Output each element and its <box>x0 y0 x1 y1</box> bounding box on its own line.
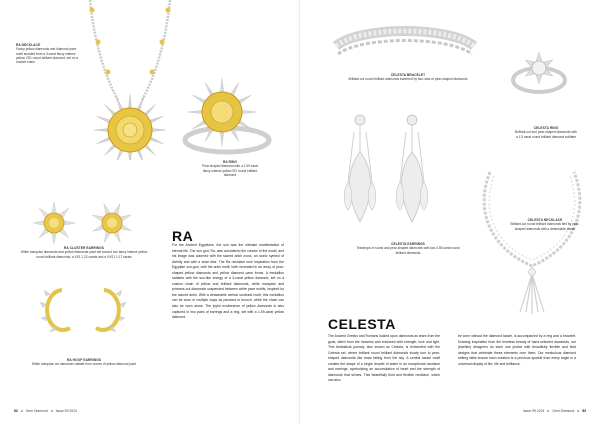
celesta-bracelet-image <box>330 20 480 68</box>
ra-necklace-caption <box>16 43 78 64</box>
ra-ring-image <box>172 70 272 158</box>
celesta-ring-description: Brilliant-cut and pear-shaped diamonds with a 1.5 carat round brilliant diamond solitaire <box>514 130 577 139</box>
celesta-necklace-description: Brilliant-cut round brilliant diamonds tied by pear-shaped diamonds with a detachable tassel <box>510 222 580 231</box>
celesta-earrings-title: CELESTA EARRINGS <box>391 242 425 246</box>
left-issue: Issue 99 2024 <box>55 409 77 413</box>
ra-article-title: RA <box>172 228 194 244</box>
left-page-number: 52 <box>14 409 18 413</box>
celesta-necklace-title: CELESTA NECKLACE <box>527 218 563 222</box>
celesta-ring-title: CELESTA RING <box>533 126 559 130</box>
celesta-bracelet-title: CELESTA BRACELET <box>390 73 426 77</box>
celesta-article-title: CELESTA <box>328 316 396 332</box>
right-issue: Issue 99 2024 <box>523 409 545 413</box>
right-magazine-name: Gem Diamond <box>552 409 575 413</box>
celesta-earrings-image <box>338 112 438 240</box>
left-magazine-name: Gem Diamond <box>25 409 48 413</box>
ra-hoop-earrings-description: White marquise cut diamonds radiate from curves of yellow diamond pavé <box>31 362 137 367</box>
ra-cluster-earrings-image <box>24 200 144 246</box>
ra-ring-title: RA RING <box>222 160 238 164</box>
celesta-bracelet-caption <box>344 73 472 82</box>
ra-necklace-title: RA NECKLACE <box>16 43 41 47</box>
ra-ring-description: Pear-shaped diamond with a 1.59 carat fancy intense yellow SI2 round brilliant diamond <box>202 164 258 177</box>
left-folio <box>14 409 77 413</box>
celesta-necklace-image <box>472 166 592 316</box>
folio-dot <box>547 410 549 412</box>
right-page-number: 53 <box>582 409 586 413</box>
celesta-article-body-col2: be worn without the diamond tassel, is accompanied by a ring and a bracelet. Drawing inspiration from the timeless beauty of hand-selected diamonds, our jewellery designers do each one justice with beautifully flexible and fluid designs that celebrate these elements over them. Our meticulous diamond setting skills ensure each creation is a precious sparkle from every angle in a universal display of fire, life and brilliance. <box>458 334 576 366</box>
folio-dot <box>51 410 53 412</box>
celesta-earrings-description: Teardrops of round and pear-shaped diamonds with two 4.59-carat round brilliant diamonds <box>356 246 460 255</box>
ra-necklace-description: Fancy yellow diamonds and diamond pavé motif studded from a 3-carat fancy intense yellow VS1 round brilliant diamond, set on a custom chain <box>16 47 79 65</box>
celesta-article-body-col1: The Ancient Greeks and Romans looked upon diamonds as tears from the gods, fallen from the heavens and endowed with strength, love and light. This fantastical journey, also known as Celesta, is reinvented with the Celesta set, where brilliant round brilliant diamonds slowly turn to pear-shaped diamonds like tears falling from the sky. A central tassel motif creates the shape of a single droplet of water in an exceptional necklace and earrings, symbolising an accumulation of heart and the strength of diamonds that shines. This beautifully fluid and flexible necklace, which can also <box>328 334 440 383</box>
right-page <box>300 0 600 424</box>
celesta-necklace-caption <box>510 218 580 231</box>
folio-dot <box>21 410 23 412</box>
folio-dot <box>577 410 579 412</box>
ra-hoop-earrings-caption <box>24 358 144 367</box>
ra-cluster-earrings-description: White marquise diamonds and yellow diamonds pavé set around two fancy intense yellow round brilliant diamonds, a VS1 1.22 carats and a VVS1 1.17 carats <box>20 250 148 259</box>
ra-cluster-earrings-title: RA CLUSTER EARRINGS <box>63 246 105 250</box>
ra-cluster-earrings-caption <box>18 246 150 259</box>
ra-hoop-earrings-title: RA HOOP EARRINGS <box>66 358 101 362</box>
celesta-bracelet-description: Brilliant-cut round brilliant diamonds bordered by two rows of pear-shaped diamonds <box>348 77 468 82</box>
ra-article-body: For the Ancient Egyptians, the sun was the ultimate manifestation of eternal life. The sun god, Ra, was considered the creator of the world, and his image was adorned with the sacred ankh cross, an iconic symbol of divinity and with a solar disk. The Ra necklace took inspiration from the Egyptian sun-god, with the ankh motif, both recreated in an array of pear-shaped yellow diamonds and yellow diamond pavé forms. A medallion radiates with the sun-like energy of a 3-carat yellow diamond, set on a custom chain of yellow and brilliant diamonds, white marquise and princess-cut diamonds suspended between white pavé motifs, inspired by the sacred ankh. With a detachable central sunburst motif, this medallion can be worn in multiple ways as pendant or brooch, while the chain can also be worn alone. The joyful exuberance of yellow diamonds is also captured in two pairs of earrings and a ring, set with a 1.59-carat yellow diamond. <box>172 243 284 320</box>
ra-hoop-earrings-image <box>40 280 130 340</box>
celesta-ring-caption <box>514 126 578 139</box>
celesta-earrings-caption <box>352 242 464 255</box>
ra-ring-caption <box>200 160 260 177</box>
right-folio <box>523 409 586 413</box>
celesta-ring-image <box>506 48 572 98</box>
